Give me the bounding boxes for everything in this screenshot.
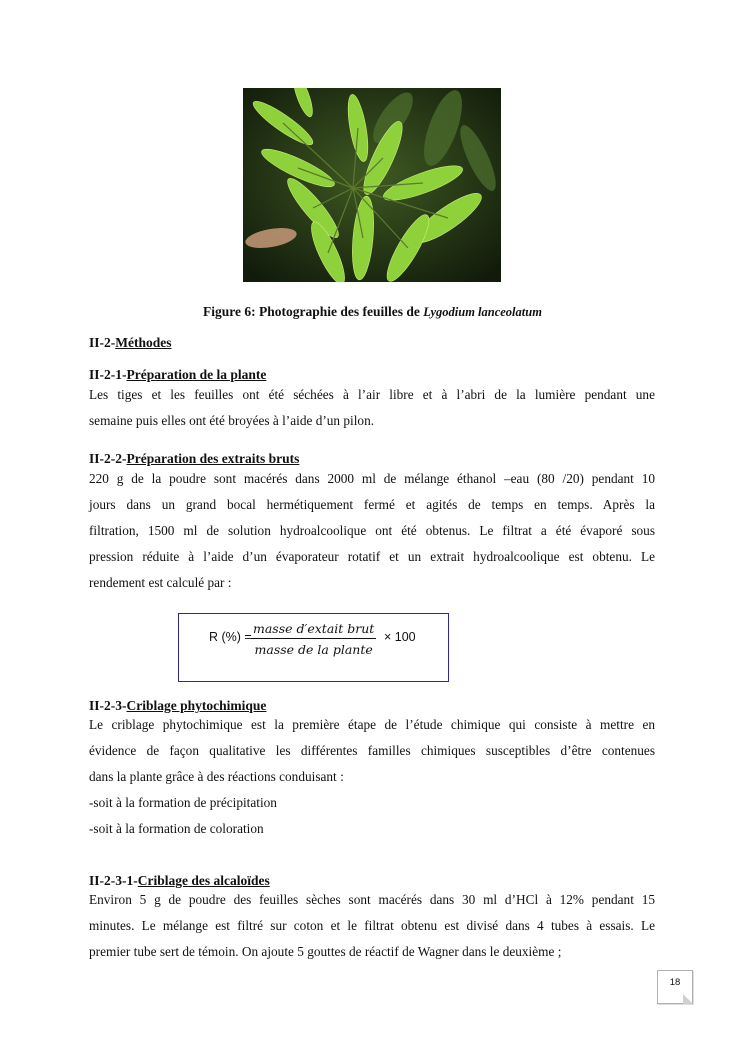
figure-caption	[0, 304, 745, 320]
heading-number: II-2-1-	[89, 367, 127, 382]
heading-title: Méthodes	[115, 335, 172, 350]
formula-fraction	[251, 621, 376, 657]
text-line: dans la plante grâce à des réactions conduisant :	[89, 769, 344, 784]
heading-title: Préparation des extraits bruts	[126, 451, 300, 466]
heading-title: Criblage phytochimique	[126, 698, 267, 713]
paragraph-alcaloides	[89, 887, 655, 965]
text-line: évidence de façon qualitative les différentes familles chimiques susceptibles d’être contenues	[89, 743, 655, 758]
text-line: Environ 5 g de poudre des feuilles sèches sont macérés dans 30 ml d’HCl à 12% pendant 15	[89, 892, 655, 907]
text-line: minutes. Le mélange est filtré sur coton et le filtrat obtenu est divisé dans 4 tubes à essais. Le	[89, 918, 655, 933]
heading-number: II-2-	[89, 335, 116, 350]
paragraph-preparation-plante	[89, 382, 655, 434]
paragraph-preparation-extraits	[89, 466, 655, 596]
caption-prefix: Figure 6: Photographie des feuilles de	[203, 304, 424, 319]
yield-formula-box	[178, 613, 449, 682]
text-line: Le criblage phytochimique est la première étape de l’étude chimique qui consiste à mettre en	[89, 717, 655, 732]
page-curl-icon	[683, 994, 693, 1004]
heading-methodes	[89, 335, 172, 351]
text-line: Les tiges et les feuilles ont été séchées à l’air libre et à l’abri de la lumière pendant une	[89, 387, 655, 402]
text-line: filtration, 1500 ml de solution hydroalcoolique ont été obtenus. Le filtrat a été évaporé sous	[89, 523, 655, 538]
text-line: -soit à la formation de précipitation	[89, 795, 277, 810]
text-line: rendement est calculé par :	[89, 575, 232, 590]
text-line: -soit à la formation de coloration	[89, 821, 264, 836]
heading-number: II-2-2-	[89, 451, 127, 466]
figure-photo-leaves	[243, 88, 501, 282]
page-number: 18	[669, 977, 681, 988]
formula-numerator: masse d′extait brut	[251, 621, 376, 639]
text-line: premier tube sert de témoin. On ajoute 5 gouttes de réactif de Wagner dans le deuxième ;	[89, 944, 562, 959]
heading-preparation-plante	[89, 367, 266, 383]
caption-species: Lygodium lanceolatum	[423, 305, 542, 319]
text-line: semaine puis elles ont été broyées à l’aide d’un pilon.	[89, 413, 375, 428]
heading-title: Préparation de la plante	[126, 367, 267, 382]
heading-title: Criblage des alcaloïdes	[137, 873, 270, 888]
text-line: 220 g de la poudre sont macérés dans 2000 ml de mélange éthanol –eau (80 /20) pendant 10	[89, 471, 655, 486]
formula-lhs: R (%) =	[209, 630, 252, 644]
text-line: jours dans un grand bocal hermétiquement fermé et agités de temps en temps. Après la	[89, 497, 655, 512]
paragraph-criblage	[89, 712, 655, 842]
formula-denominator: masse de la plante	[254, 642, 373, 657]
heading-number: II-2-3-	[89, 698, 127, 713]
formula-rhs: × 100	[384, 630, 416, 644]
heading-preparation-extraits	[89, 451, 299, 467]
heading-number: II-2-3-1-	[89, 873, 138, 888]
page-number-box	[657, 970, 693, 1004]
text-line: pression réduite à l’aide d’un évaporateur rotatif et un extrait hydroalcoolique est obtenu. Le	[89, 549, 655, 564]
